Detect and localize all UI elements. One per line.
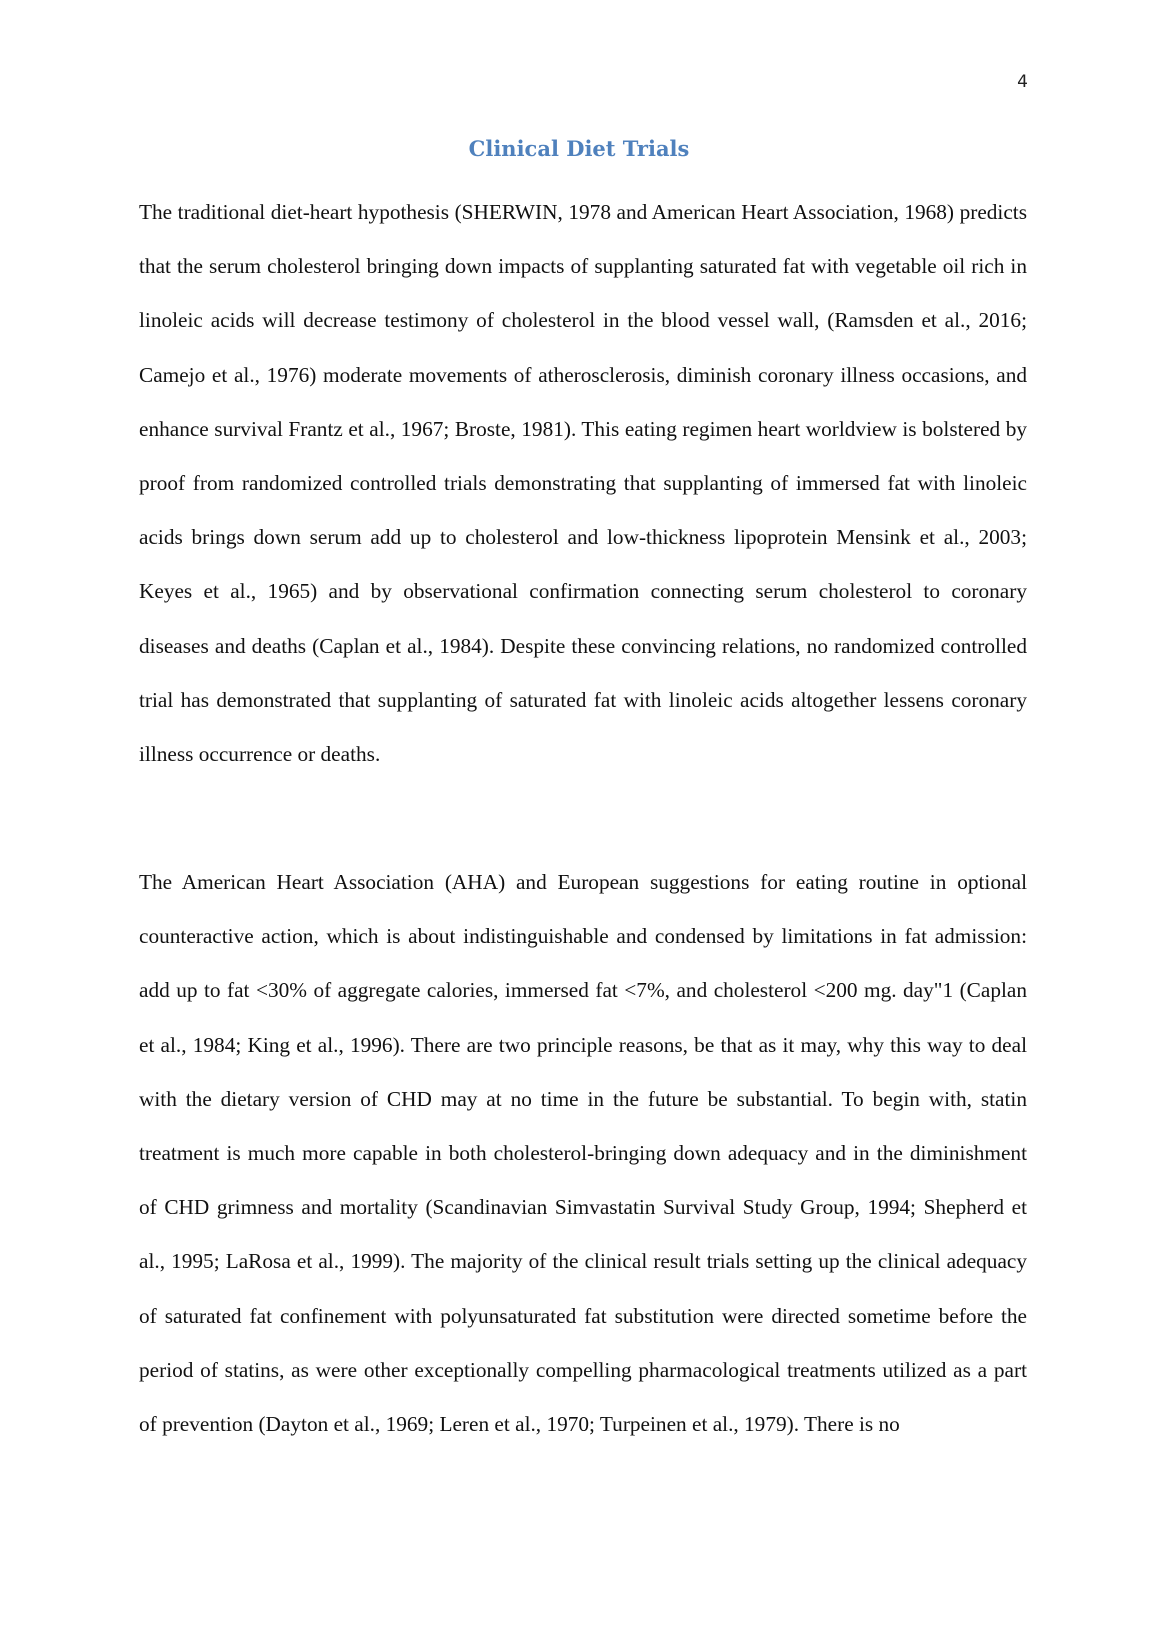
page-number: 4 bbox=[1017, 72, 1028, 92]
body-paragraph-1: The traditional diet-heart hypothesis (SHERWIN, 1978 and American Heart Association, 1968) predicts that the serum cholesterol bringing down impacts of supplanting saturated fat with vegetable oil rich in linoleic acids will decrease testimony of cholesterol in the blood vessel wall, (Ramsden et al., 2016; Camejo et al., 1976) moderate movements of atherosclerosis, diminish coronary illness occasions, and enhance survival Frantz et al., 1967; Broste, 1981). This eating regimen heart worldview is bolstered by proof from randomized controlled trials demonstrating that supplanting of immersed fat with linoleic acids brings down serum add up to cholesterol and low-thickness lipoprotein Mensink et al., 2003; Keyes et al., 1965) and by observational confirmation connecting serum cholesterol to coronary diseases and deaths (Caplan et al., 1984). Despite these convincing relations, no randomized controlled trial has demonstrated that supplanting of saturated fat with linoleic acids altogether lessens coronary illness occurrence or deaths. bbox=[139, 200, 1027, 767]
section-heading: Clinical Diet Trials bbox=[468, 136, 690, 161]
body-paragraph-2: The American Heart Association (AHA) and European suggestions for eating routine in optional counteractive action, which is about indistinguishable and condensed by limitations in fat admission: add up to fat <30% of aggregate calories, immersed fat <7%, and cholesterol <200 mg. day"1 (Caplan et al., 1984; King et al., 1996). There are two principle reasons, be that as it may, why this way to deal with the dietary version of CHD may at no time in the future be substantial. To begin with, statin treatment is much more capable in both cholesterol-bringing down adequacy and in the diminishment of CHD grimness and mortality (Scandinavian Simvastatin Survival Study Group, 1994; Shepherd et al., 1995; LaRosa et al., 1999). The majority of the clinical result trials setting up the clinical adequacy of saturated fat confinement with polyunsaturated fat substitution were directed sometime before the period of statins, as were other exceptionally compelling pharmacological treatments utilized as a part of prevention (Dayton et al., 1969; Leren et al., 1970; Turpeinen et al., 1979). There is no bbox=[139, 870, 1027, 1437]
